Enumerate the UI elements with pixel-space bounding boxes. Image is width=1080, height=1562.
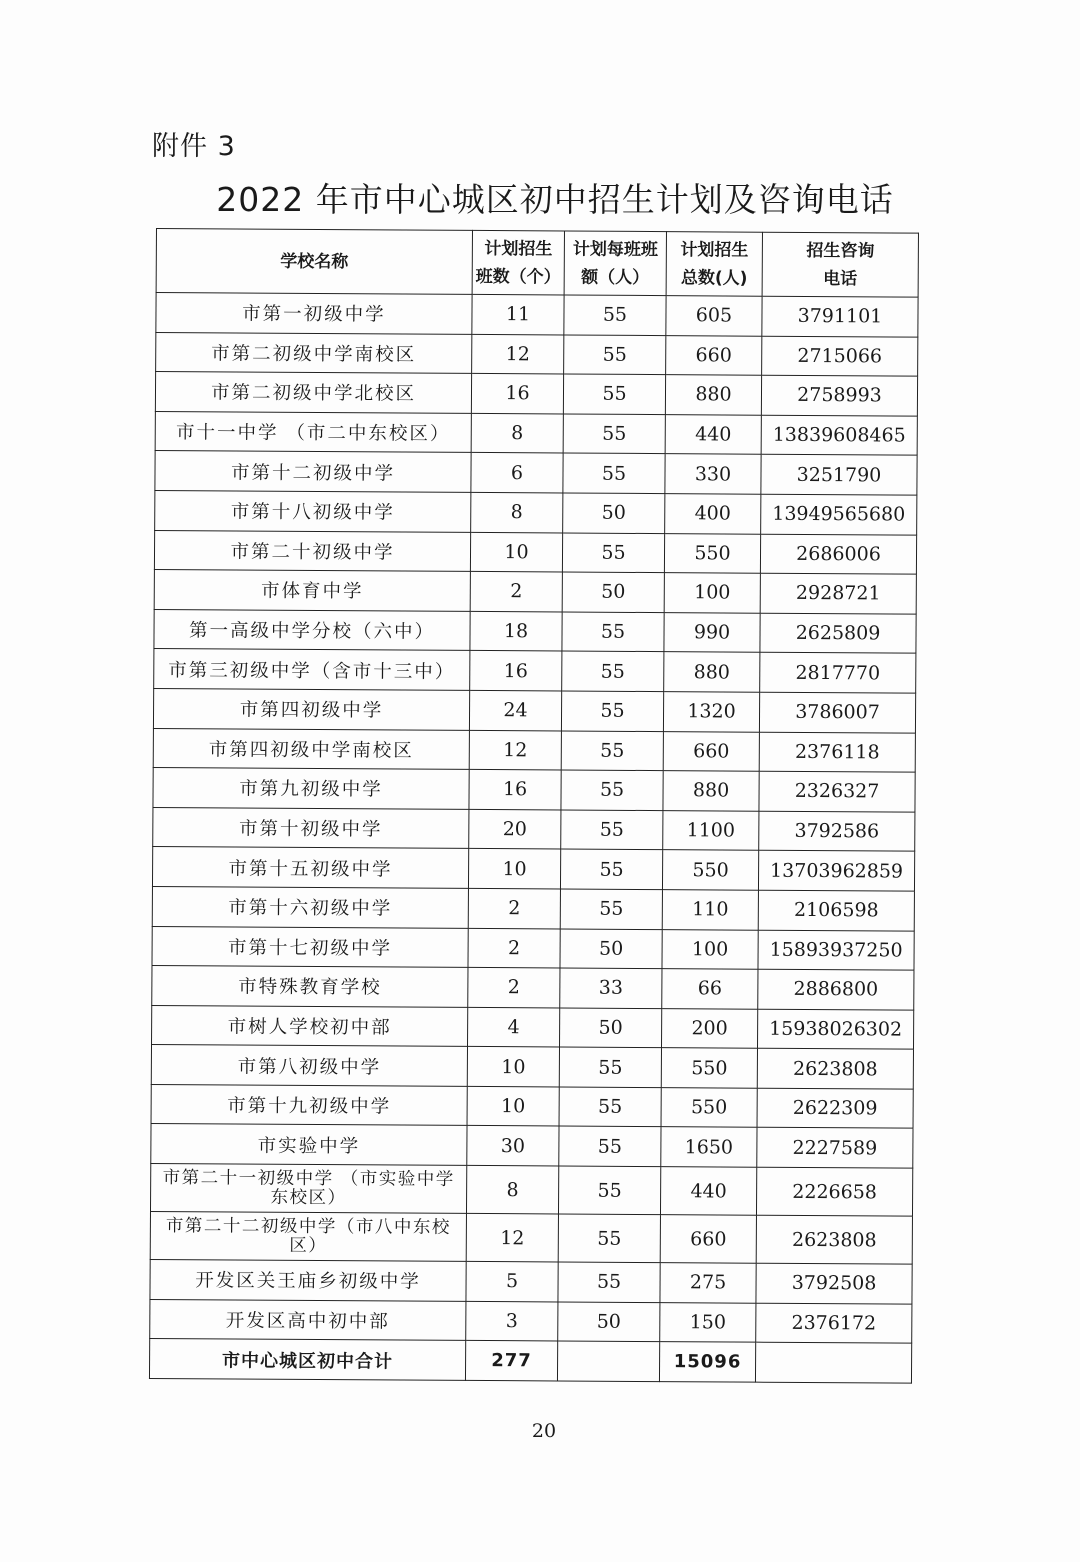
classes-cell: 12 bbox=[466, 1213, 558, 1262]
school-name-cell: 市第十六初级中学 bbox=[152, 886, 468, 928]
total-cell: 880 bbox=[663, 771, 759, 811]
table-row bbox=[155, 490, 917, 534]
classes-cell: 10 bbox=[468, 849, 560, 889]
table-row bbox=[152, 966, 914, 1010]
phone-cell: 13703962859 bbox=[758, 851, 914, 892]
classes-cell: 2 bbox=[468, 888, 560, 928]
table-row bbox=[156, 332, 918, 376]
phone-cell: 3786007 bbox=[759, 692, 915, 733]
classes-cell: 8 bbox=[471, 492, 563, 532]
per-class-cell: 55 bbox=[562, 612, 664, 652]
table-row bbox=[151, 1124, 913, 1168]
per-class-cell: 55 bbox=[559, 1047, 661, 1087]
classes-cell: 2 bbox=[468, 968, 560, 1008]
table-row bbox=[154, 609, 916, 653]
total-phone-cell bbox=[755, 1342, 911, 1383]
phone-cell: 2625809 bbox=[760, 613, 916, 654]
document-title: 2022 年市中心城区初中招生计划及咨询电话 bbox=[216, 180, 894, 219]
header-planned-classes bbox=[472, 230, 564, 295]
phone-cell: 15938026302 bbox=[757, 1009, 913, 1050]
classes-cell: 30 bbox=[467, 1126, 559, 1166]
phone-cell: 2376172 bbox=[756, 1303, 912, 1344]
classes-cell: 11 bbox=[472, 294, 564, 334]
school-name-cell: 市第十初级中学 bbox=[153, 807, 469, 849]
per-class-cell: 55 bbox=[559, 1087, 661, 1127]
classes-cell: 10 bbox=[470, 532, 562, 572]
classes-cell: 12 bbox=[469, 730, 561, 770]
table-row bbox=[155, 411, 917, 455]
phone-cell: 2817770 bbox=[760, 653, 916, 694]
table-row bbox=[152, 886, 914, 930]
per-class-cell: 55 bbox=[563, 414, 665, 454]
table-row bbox=[153, 768, 915, 812]
table-row bbox=[154, 570, 916, 614]
total-cell: 660 bbox=[663, 731, 759, 771]
table-row bbox=[152, 1005, 914, 1049]
phone-cell: 3791101 bbox=[762, 296, 918, 337]
per-class-cell: 55 bbox=[560, 889, 662, 929]
table-row bbox=[153, 807, 915, 851]
total-per-class-cell bbox=[557, 1341, 659, 1381]
phone-cell: 15893937250 bbox=[758, 930, 914, 971]
total-cell: 880 bbox=[664, 652, 760, 692]
per-class-cell: 50 bbox=[558, 1302, 660, 1342]
total-cell: 440 bbox=[660, 1167, 756, 1216]
total-cell: 1650 bbox=[661, 1127, 757, 1167]
total-label-cell: 市中心城区初中合计 bbox=[149, 1339, 465, 1381]
per-class-cell: 55 bbox=[559, 1126, 661, 1166]
phone-cell: 2623808 bbox=[756, 1215, 912, 1264]
header-school-name bbox=[156, 229, 472, 295]
table-row bbox=[152, 926, 914, 970]
school-name-cell: 市第二初级中学北校区 bbox=[155, 372, 471, 414]
table-row bbox=[154, 649, 916, 693]
table-row bbox=[151, 1045, 913, 1089]
phone-cell: 13839608465 bbox=[761, 415, 917, 456]
per-class-cell: 55 bbox=[563, 453, 665, 493]
page-number: 20 bbox=[531, 1420, 557, 1442]
school-name-cell: 市第二十一初级中学 （市实验中学东校区） bbox=[150, 1164, 466, 1214]
per-class-cell: 55 bbox=[563, 374, 665, 414]
header-planned-classes-line2: 班数（个） bbox=[475, 266, 561, 287]
total-cell: 100 bbox=[662, 929, 758, 969]
header-phone-line1: 招生咨询 bbox=[806, 240, 875, 261]
attachment-label: 附件 3 bbox=[152, 131, 236, 162]
phone-cell: 13949565680 bbox=[761, 494, 917, 535]
school-name-cell: 市第一初级中学 bbox=[156, 293, 472, 335]
per-class-cell: 55 bbox=[564, 335, 666, 375]
total-cell: 550 bbox=[664, 533, 760, 573]
phone-cell: 2376118 bbox=[759, 732, 915, 773]
school-name-cell: 市特殊教育学校 bbox=[152, 966, 468, 1008]
per-class-cell: 55 bbox=[558, 1214, 660, 1263]
total-cell: 150 bbox=[660, 1302, 756, 1342]
classes-cell: 3 bbox=[466, 1301, 558, 1341]
per-class-cell: 50 bbox=[560, 1008, 662, 1048]
header-planned-classes-line1: 计划招生 bbox=[484, 238, 553, 259]
table-row bbox=[153, 688, 915, 732]
header-school-name-text: 学校名称 bbox=[280, 251, 349, 272]
total-classes-cell: 277 bbox=[465, 1341, 557, 1381]
phone-cell: 2758993 bbox=[761, 375, 917, 416]
total-cell: 200 bbox=[662, 1008, 758, 1048]
phone-cell: 3792586 bbox=[759, 811, 915, 852]
per-class-cell: 55 bbox=[561, 770, 663, 810]
table-row bbox=[150, 1212, 912, 1265]
total-cell: 660 bbox=[660, 1215, 756, 1264]
classes-cell: 6 bbox=[471, 453, 563, 493]
table-row bbox=[156, 293, 918, 337]
phone-cell: 2227589 bbox=[757, 1128, 913, 1169]
phone-cell: 2326327 bbox=[759, 771, 915, 812]
total-cell: 990 bbox=[664, 612, 760, 652]
classes-cell: 24 bbox=[469, 690, 561, 730]
school-name-cell: 市第八初级中学 bbox=[151, 1045, 467, 1087]
school-name-cell: 市第十五初级中学 bbox=[152, 847, 468, 889]
total-cell: 880 bbox=[665, 375, 761, 415]
per-class-cell: 55 bbox=[562, 533, 664, 573]
table-row bbox=[152, 847, 914, 891]
total-cell: 400 bbox=[665, 494, 761, 534]
total-cell: 1320 bbox=[663, 692, 759, 732]
per-class-cell: 55 bbox=[561, 810, 663, 850]
header-per-class-line2: 额（人） bbox=[581, 267, 650, 288]
school-name-cell: 第一高级中学分校（六中） bbox=[154, 609, 470, 651]
table-total-row bbox=[149, 1339, 911, 1383]
header-total-line1: 计划招生 bbox=[680, 239, 749, 261]
total-cell: 66 bbox=[662, 969, 758, 1009]
total-cell: 440 bbox=[665, 414, 761, 454]
table-header-row bbox=[156, 229, 918, 298]
header-per-class-line1: 计划每班班 bbox=[572, 239, 658, 260]
classes-cell: 20 bbox=[469, 809, 561, 849]
total-cell: 550 bbox=[662, 850, 758, 890]
classes-cell: 5 bbox=[466, 1261, 558, 1301]
school-name-cell: 市第九初级中学 bbox=[153, 768, 469, 810]
school-name-cell: 开发区高中初中部 bbox=[150, 1299, 466, 1341]
school-name-cell: 市第四初级中学南校区 bbox=[153, 728, 469, 770]
school-name-cell: 市第四初级中学 bbox=[153, 688, 469, 730]
classes-cell: 10 bbox=[467, 1086, 559, 1126]
enrollment-plan-table bbox=[149, 228, 919, 1383]
classes-cell: 16 bbox=[471, 374, 563, 414]
classes-cell: 18 bbox=[470, 611, 562, 651]
phone-cell: 2106598 bbox=[758, 890, 914, 931]
table-row bbox=[153, 728, 915, 772]
header-planned-total bbox=[666, 232, 762, 297]
total-cell: 550 bbox=[661, 1087, 757, 1127]
table-row bbox=[155, 372, 917, 416]
phone-cell: 2622309 bbox=[757, 1088, 913, 1129]
classes-cell: 2 bbox=[468, 928, 560, 968]
table-row bbox=[151, 1084, 913, 1128]
phone-cell: 3792508 bbox=[756, 1263, 912, 1304]
school-name-cell: 市第二十二初级中学（市八中东校区） bbox=[150, 1212, 466, 1262]
total-cell: 275 bbox=[660, 1263, 756, 1303]
total-students-cell: 15096 bbox=[659, 1342, 755, 1382]
total-cell: 605 bbox=[666, 296, 762, 336]
per-class-cell: 55 bbox=[561, 691, 663, 731]
school-name-cell: 市第十九初级中学 bbox=[151, 1084, 467, 1126]
school-name-cell: 开发区关王庙乡初级中学 bbox=[150, 1260, 466, 1302]
header-phone-line2: 电话 bbox=[823, 268, 858, 289]
per-class-cell: 50 bbox=[560, 928, 662, 968]
phone-cell: 2886800 bbox=[758, 969, 914, 1010]
classes-cell: 12 bbox=[472, 334, 564, 374]
phone-cell: 2623808 bbox=[757, 1048, 913, 1089]
school-name-cell: 市第十二初级中学 bbox=[155, 451, 471, 493]
per-class-cell: 55 bbox=[558, 1166, 660, 1215]
phone-cell: 2226658 bbox=[756, 1167, 912, 1216]
per-class-cell: 55 bbox=[564, 295, 666, 335]
table-row bbox=[150, 1260, 912, 1304]
classes-cell: 8 bbox=[471, 413, 563, 453]
table-row bbox=[155, 451, 917, 495]
school-name-cell: 市第三初级中学（含市十三中） bbox=[154, 649, 470, 691]
school-name-cell: 市十一中学 （市二中东校区） bbox=[155, 411, 471, 453]
phone-cell: 2686006 bbox=[760, 534, 916, 575]
classes-cell: 16 bbox=[469, 770, 561, 810]
per-class-cell: 50 bbox=[563, 493, 665, 533]
header-consult-phone bbox=[762, 232, 918, 297]
header-per-class-quota bbox=[564, 231, 666, 296]
classes-cell: 16 bbox=[470, 651, 562, 691]
total-cell: 1100 bbox=[663, 810, 759, 850]
table-row bbox=[150, 1299, 912, 1343]
header-total-line2: 总数(人) bbox=[680, 267, 748, 289]
phone-cell: 2928721 bbox=[760, 573, 916, 614]
total-cell: 330 bbox=[665, 454, 761, 494]
per-class-cell: 55 bbox=[558, 1262, 660, 1302]
per-class-cell: 50 bbox=[562, 572, 664, 612]
school-name-cell: 市实验中学 bbox=[151, 1124, 467, 1166]
phone-cell: 3251790 bbox=[761, 455, 917, 496]
school-name-cell: 市第二初级中学南校区 bbox=[156, 332, 472, 374]
total-cell: 100 bbox=[664, 573, 760, 613]
per-class-cell: 55 bbox=[560, 849, 662, 889]
total-cell: 110 bbox=[662, 890, 758, 930]
classes-cell: 2 bbox=[470, 572, 562, 612]
enrollment-table-container bbox=[149, 228, 918, 1383]
school-name-cell: 市树人学校初中部 bbox=[152, 1005, 468, 1047]
per-class-cell: 55 bbox=[561, 731, 663, 771]
classes-cell: 4 bbox=[468, 1007, 560, 1047]
per-class-cell: 33 bbox=[560, 968, 662, 1008]
total-cell: 660 bbox=[666, 335, 762, 375]
phone-cell: 2715066 bbox=[762, 336, 918, 377]
table-row bbox=[154, 530, 916, 574]
total-cell: 550 bbox=[661, 1048, 757, 1088]
school-name-cell: 市第二十初级中学 bbox=[154, 530, 470, 572]
per-class-cell: 55 bbox=[562, 651, 664, 691]
table-row bbox=[150, 1164, 912, 1217]
classes-cell: 10 bbox=[467, 1047, 559, 1087]
school-name-cell: 市体育中学 bbox=[154, 570, 470, 612]
school-name-cell: 市第十七初级中学 bbox=[152, 926, 468, 968]
classes-cell: 8 bbox=[466, 1165, 558, 1214]
school-name-cell: 市第十八初级中学 bbox=[155, 490, 471, 532]
